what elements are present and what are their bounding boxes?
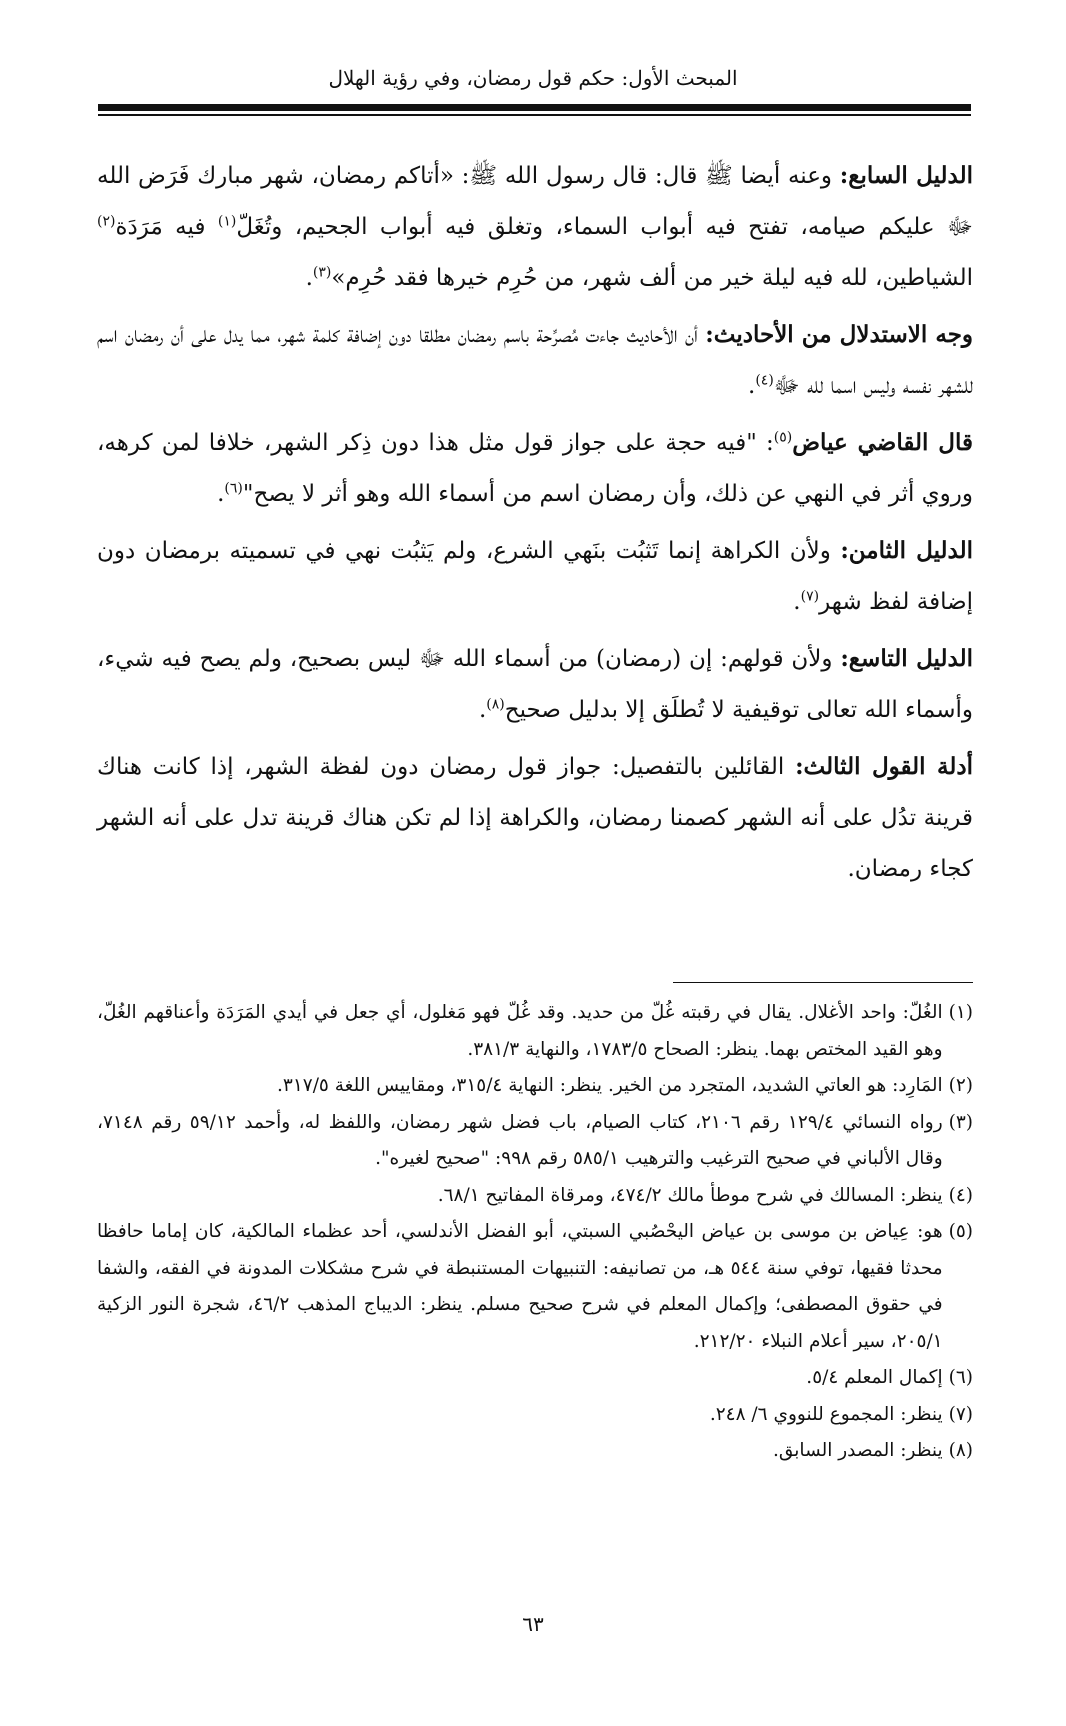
footnote-text: ينظر: المجموع للنووي ٦/ ٢٤٨. <box>709 1403 943 1425</box>
footnote-ref[interactable]: (٨) <box>486 696 505 713</box>
footnote-text: هو: عِياض بن موسى بن عياض اليحْصُبي السبتي، أبو الفضل الأندلسي، أحد عظماء المالكية، كان إماما حافظا محدثا فقيها، توفي سنة ٥٤٤ هـ، من تصانيفه: التنبيهات المستنبطة في شرح مشكلات المدونة في الفقه، والشفا في حقوق المصطفى؛ وإكمال المعلم في شرح صحيح مسلم. ينظر: الديباج المذهب ٤٦/٢، شجرة النور الزكية ٢٠٥/١، سير أعلام النبلاء ٢١٢/٢٠. <box>97 1221 943 1352</box>
footnote-ref[interactable]: (٢) <box>97 213 116 230</box>
footnote-number: (٤) <box>948 1184 973 1206</box>
footnote-text: ينظر: المسالك في شرح موطأ مالك ٤٧٤/٢، ومرقاة المفاتيح ٦٨/١. <box>437 1184 943 1206</box>
footnote-ref[interactable]: (٣) <box>312 264 332 281</box>
footnote-number: (٢) <box>948 1075 973 1096</box>
paragraph-heading: الدليل التاسع: <box>840 645 973 672</box>
footnote-item <box>97 1433 973 1470</box>
footnote-number: (٥) <box>948 1221 973 1242</box>
footnote-text: ينظر: المصدر السابق. <box>772 1440 943 1461</box>
footnote-number: (٣) <box>948 1111 973 1133</box>
paragraph-ninth-evidence <box>97 633 973 736</box>
footnote-ref[interactable]: (٤) <box>755 372 774 389</box>
paragraph-heading: الدليل الثامن: <box>840 537 973 564</box>
footnote-text: إكمال المعلم ٥/٤. <box>806 1367 943 1388</box>
footnote-number: (٨) <box>948 1440 973 1461</box>
footnote-number: (١) <box>948 1002 973 1023</box>
paragraph-eighth-evidence <box>97 525 973 628</box>
footnote-text: المَارِد: هو العاتي الشديد، المتجرد من الخير. ينظر: النهاية ٣١٥/٤، ومقاييس اللغة ٣١٧/٥. <box>277 1075 943 1096</box>
footnotes <box>97 995 973 1470</box>
footnote-item <box>97 1068 973 1105</box>
footnote-item <box>97 1214 973 1360</box>
footnote-item <box>97 1360 973 1397</box>
footnote-item <box>97 1105 973 1178</box>
paragraph-heading: قال القاضي عياض <box>792 429 974 456</box>
running-header: المبحث الأول: حكم قول رمضان، وفي رؤية الهلال <box>328 66 738 90</box>
paragraph-seventh-evidence <box>97 150 973 304</box>
paragraph-text: . <box>217 481 225 507</box>
footnote-item <box>97 1178 973 1215</box>
paragraph-text: فيه مَرَدَة <box>115 214 218 240</box>
footnote-separator <box>673 982 973 983</box>
paragraph-text: . <box>305 265 313 291</box>
paragraph-text: القائلين بالتفصيل: جواز قول رمضان دون لفظة الشهر، إذا كانت هناك قرينة تدُل على أنه الشهر كصمنا رمضان، والكراهة إذا لم تكن هناك قرينة تدل على أنه الشهر كجاء رمضان. <box>97 754 973 882</box>
header-rule <box>98 104 971 111</box>
paragraph-heading: أدلة القول الثالث: <box>795 753 973 780</box>
paragraph-text: وعنه أيضا ﷺ قال: قال رسول الله ﷺ: «أتاكم رمضان، شهر مبارك فَرَض الله ﷻ عليكم صيامه، تفتح فيه أبواب السماء، وتغلق فيه أبواب الجحيم، وتُغَلّ <box>97 163 974 240</box>
paragraph-heading: وجه الاستدلال من الأحاديث: <box>705 321 974 348</box>
main-text <box>97 150 973 900</box>
header-rule-thin <box>98 114 971 116</box>
footnote-text: رواه النسائي ١٢٩/٤ رقم ٢١٠٦، كتاب الصيام، باب فضل شهر رمضان، واللفظ له، وأحمد ٥٩/١٢ رقم ٧١٤٨، وقال الألباني في صحيح الترغيب والترهيب ٥٨٥/١ رقم ٩٩٨: "صحيح لغيره". <box>97 1111 943 1169</box>
paragraph-text: ولأن قولهم: إن (رمضان) من أسماء الله ﷻ ليس بصحيح، ولم يصح فيه شيء، وأسماء الله تعالى توقيفية لا تُطلَق إلا بدليل صحيح <box>97 646 973 723</box>
footnote-ref[interactable]: (٦) <box>224 480 243 497</box>
paragraph-text: الشياطين، لله فيه ليلة خير من ألف شهر، من حُرِم خيرها فقد حُرِم» <box>331 265 973 291</box>
paragraph-qadi-iyad <box>97 417 973 520</box>
footnote-number: (٦) <box>948 1367 973 1388</box>
footnote-item <box>97 995 973 1068</box>
paragraph-text: ولأن الكراهة إنما تَثبُت بنَهي الشرع، ولم يَثبُت نهي في تسميته برمضان دون إضافة لفظ شهر <box>97 538 973 615</box>
paragraph-text: أن الأحاديث جاءت مُصرِّحة باسم رمضان مطلقا دون إضافة كلمة شهر، مما يدل على أن رمضان اسم للشهر نفسه وليس اسما لله ﷻ <box>97 322 973 399</box>
footnote-ref[interactable]: (٧) <box>800 588 820 605</box>
paragraph-heading: الدليل السابع: <box>839 162 974 189</box>
paragraph-text: . <box>478 697 487 723</box>
paragraph-text: . <box>748 373 756 399</box>
footnote-number: (٧) <box>948 1403 973 1425</box>
paragraph-text: : "فيه حجة على جواز قول مثل هذا دون ذِكر الشهر، خلافا لمن كرهه، وروي أثر في النهي عن ذلك، وأن رمضان اسم من أسماء الله وهو أثر لا يصح" <box>97 430 973 507</box>
paragraph-text: . <box>793 589 801 615</box>
paragraph-third-opinion <box>97 741 973 895</box>
footnote-text: الغُلّ: واحد الأغلال. يقال في رقبته غُلّ من حديد. وقد غُلّ فهو مَغلول، أي جعل في أيدي المَرَدَة وأعناقهم الغُلّ، وهو القيد المختص بهما. ينظر: الصحاح ١٧٨٣/٥، والنهاية ٣٨١/٣. <box>97 1002 943 1060</box>
paragraph-inference <box>97 309 973 412</box>
footnote-ref[interactable]: (١) <box>217 213 237 230</box>
page-number: ٦٣ <box>522 1612 544 1636</box>
footnote-item <box>97 1397 973 1434</box>
footnote-ref[interactable]: (٥) <box>773 429 793 446</box>
